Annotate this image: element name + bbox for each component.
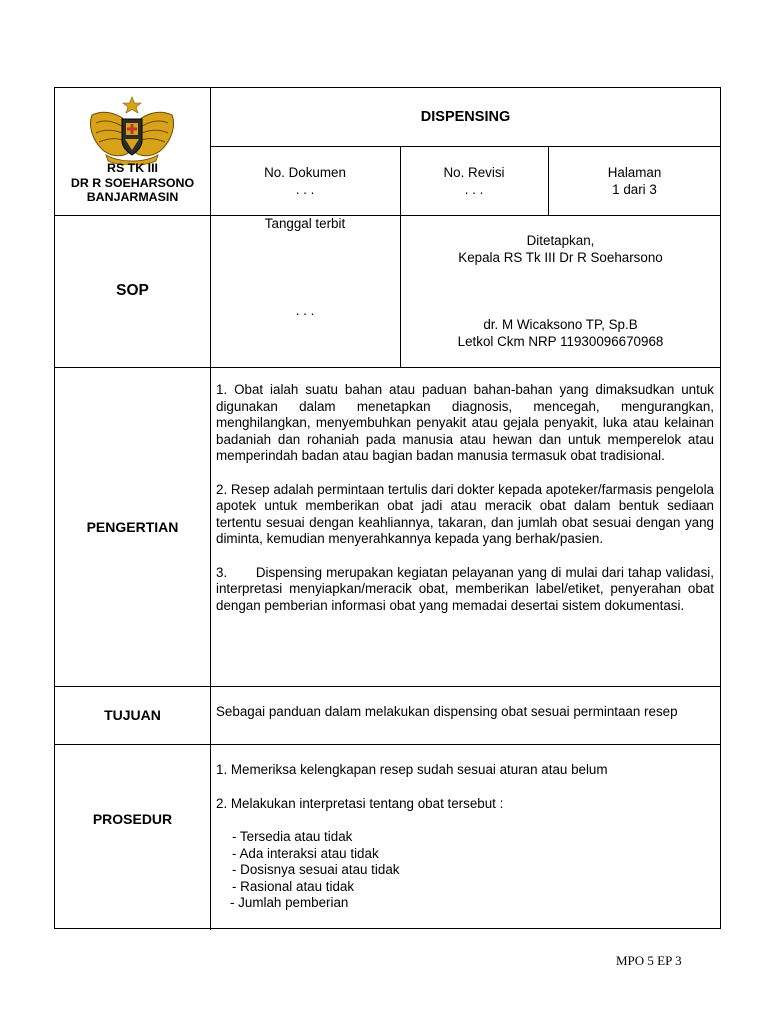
no-revisi-value: . . . xyxy=(464,181,484,197)
tanggal-terbit-label: Tanggal terbit xyxy=(264,216,346,231)
footer-code: MPO 5 EP 3 xyxy=(616,953,682,968)
procedure-subitem: - Tersedia atau tidak xyxy=(232,829,353,844)
jabatan-text: Kepala RS Tk III Dr R Soeharsono xyxy=(458,249,663,265)
procedure-step: 1. Memeriksa kelengkapan resep sudah sesuai aturan atau belum xyxy=(216,762,608,777)
sop-label: SOP xyxy=(116,282,149,299)
ditetapkan-text: Ditetapkan, xyxy=(526,233,595,248)
procedure-step: 2. Melakukan interpretasi tentang obat tersebut : xyxy=(216,795,504,811)
row-divider xyxy=(210,146,721,147)
org-name-line: RS TK III xyxy=(107,161,158,175)
org-name-line: DR R SOEHARSONO xyxy=(70,175,195,190)
halaman-value: 1 dari 3 xyxy=(612,181,657,197)
logo-cell xyxy=(55,88,210,215)
definition-paragraph: 3. Dispensing merupakan kegiatan pelayanan yang di mulai dari tahap validasi, interpretasi menyiapkan/meracik obat, memberikan label/etiket, penyerahan obat dengan pemberian informasi obat yang memadai desertai sistem dokumentasi. xyxy=(216,564,718,613)
procedure-subitem: - Dosisnya sesuai atau tidak xyxy=(232,862,400,877)
signatory-nrp: Letkol Ckm NRP 11930096670968 xyxy=(457,333,664,349)
pengertian-label: PENGERTIAN xyxy=(86,518,179,535)
penetapan-block xyxy=(400,233,721,266)
prosedur-label: PROSEDUR xyxy=(92,811,173,827)
pengertian-content xyxy=(216,382,718,614)
tanggal-terbit-value: . . . xyxy=(295,303,315,318)
org-name-line: BANJARMASIN xyxy=(86,190,179,204)
halaman-label: Halaman xyxy=(607,165,662,180)
sop-document xyxy=(54,87,721,929)
no-revisi-cell xyxy=(400,165,548,198)
procedure-subitem: - Rasional atau tidak xyxy=(232,878,355,894)
no-dokumen-value: . . . xyxy=(295,181,315,197)
signatory-name: dr. M Wicaksono TP, Sp.B xyxy=(483,317,638,332)
signatory-block xyxy=(400,317,721,350)
procedure-subitem: - Jumlah pemberian xyxy=(230,895,349,910)
no-dokumen-cell xyxy=(210,165,400,198)
tujuan-label: TUJUAN xyxy=(104,707,161,723)
halaman-cell xyxy=(548,165,721,198)
definition-paragraph: 1. Obat ialah suatu bahan atau paduan bahan-bahan yang dimaksudkan untuk digunakan dalam menetapkan diagnosis, mencegah, mengurangkan, menghilangkan, menyembuhkan penyakit atau gejala penyakit, luka atau kelainan badaniah dan rohaniah pada manusia atau hewan dan untuk memperelok atau memperindah badan atau bagian badan manusia termasuk obat tradisional. xyxy=(216,382,714,463)
hospital-emblem-icon xyxy=(86,95,178,165)
prosedur-content xyxy=(216,762,716,912)
definition-paragraph: 2. Resep adalah permintaan tertulis dari dokter kepada apoteker/farmasis pengelola apotek untuk memberikan obat jadi atau meracik obat dalam bentuk sediaan tertentu sesuai dengan keahliannya, takaran, dan jumlah obat sesuai dengan yang diminta, kemudian menyerahkannya kepada yang berhak/pasien. xyxy=(216,481,714,546)
tujuan-text: Sebagai panduan dalam melakukan dispensing obat sesuai permintaan resep xyxy=(216,704,678,719)
no-revisi-label: No. Revisi xyxy=(443,165,505,180)
no-dokumen-label: No. Dokumen xyxy=(264,165,346,180)
document-title: DISPENSING xyxy=(420,109,511,125)
procedure-subitem: - Ada interaksi atau tidak xyxy=(232,845,379,861)
